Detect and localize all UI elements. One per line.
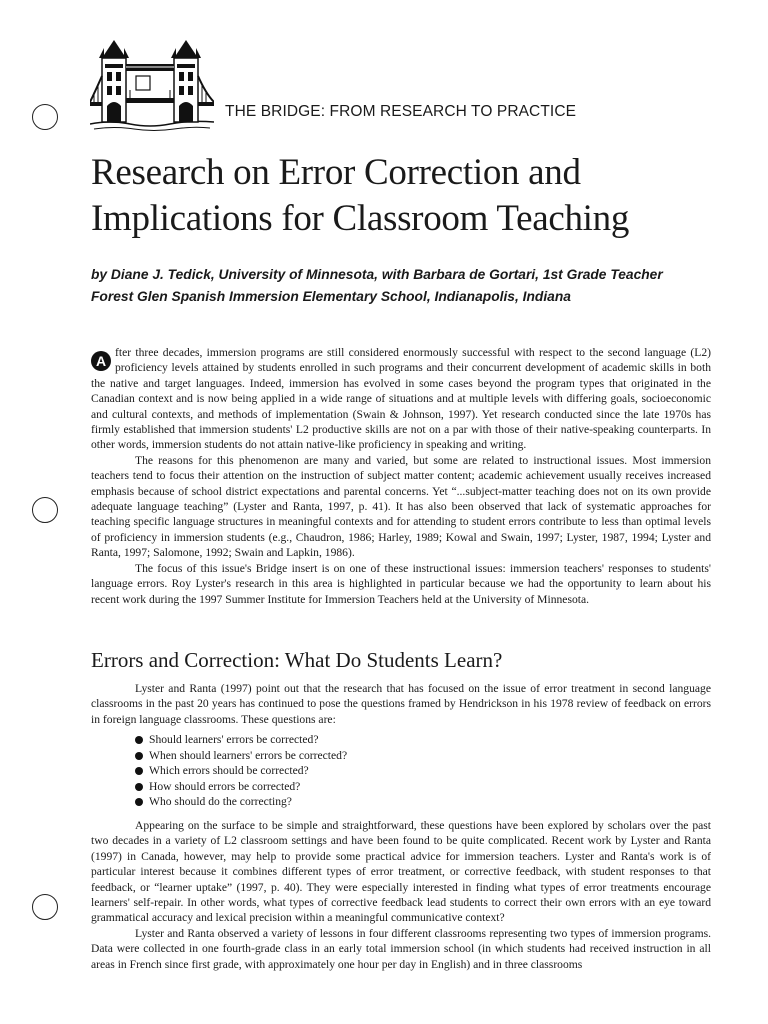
intro-paragraph-1 [91,345,711,453]
section-paragraph-1: Lyster and Ranta (1997) point out that the research that has focused on the issue of error treatment in second language classrooms in the past 20 years has continued to pose the questions framed by Hendrickson in his 1978 review of feedback on errors in foreign language classrooms. These questions are: [91,682,711,726]
intro-paragraph-3: The focus of this issue's Bridge insert is on one of these instructional issues: immersion teachers' responses to students' language errors. Roy Lyster's research in this area is highlighted in particular because we had the opportunity to learn about his recent work during the 1997 Summer Institute for Immersion Teachers held at the University of Minnesota. [91,561,711,606]
binder-hole-middle [32,497,58,523]
section-intro [91,681,711,727]
article-title-line-1: Research on Error Correction and [91,152,581,193]
intro-paragraph-2: The reasons for this phenomenon are many and varied, but some are related to instructional issues. Most immersion teachers tend to focus their attention on the instruction of subject matter content; academic achievement usually receives increased emphasis because of school district expectations and parental concerns. Yet “...subject-matter teaching does not on its own provide adequate language teaching” (Lyster and Ranta, 1997, p. 41). It has also been observed that lack of systematic approaches for teaching specific language structures in meaningful contexts and for attending to student errors contribute to less than optimal levels of proficiency in immersion students (e.g., Chaudron, 1986; Harley, 1989; Kowal and Swain, 1997; Lyster, 1987, 1994; Lyster and Ranta, 1997; Salomone, 1992; Swain and Lapkin, 1986). [91,453,711,560]
drop-cap: A [91,351,111,371]
list-item: Who should do the correcting? [135,794,347,810]
article-title-line-2: Implications for Classroom Teaching [91,198,630,239]
intro-section [91,345,711,607]
section-paragraph-3: Lyster and Ranta observed a variety of lessons in four different classrooms representing two types of immersion programs. Data were collected in one fourth-grade class in an early total immersion school (in which students had received instruction in all areas in French since first grade, with approximately one hour per day in English) and in three classrooms [91,926,711,971]
article-title [91,150,731,242]
bullet-icon [135,736,143,744]
list-item: When should learners' errors be corrected? [135,748,347,764]
series-title: THE BRIDGE: FROM RESEARCH TO PRACTICE [225,103,577,120]
byline-line-2: Forest Glen Spanish Immersion Elementary School, Indianapolis, Indiana [91,289,571,304]
section-paragraph-2: Appearing on the surface to be simple and straightforward, these questions have been explored by scholars over the past two decades in a variety of L2 classroom settings and have been found to be quite complicated. Recent work by Lyster and Ranta (1997) in Canada, however, may help to provide some practical advice for immersion teachers. Lyster and Ranta's work is of particular interest because it combines different types of error treatment, or corrective feedback, with student responses to that feedback, or “learner uptake” (1997, p. 40). They were especially interested in finding what types of error treatments encourage learners' self-repair. In other words, what types of corrective feedback lead students to correct their own errors with an eye toward grammatical accuracy and lexical precision within a meaningful communicative context? [91,819,711,925]
binder-hole-bottom [32,894,58,920]
questions-list [135,732,347,810]
list-item: How should errors be corrected? [135,779,347,795]
section-heading: Errors and Correction: What Do Students Learn? [91,648,503,672]
bullet-icon [135,752,143,760]
section-continued [91,818,711,972]
bullet-icon [135,798,143,806]
bullet-icon [135,767,143,775]
list-item: Which errors should be corrected? [135,763,347,779]
binder-hole-top [32,104,58,130]
tower-bridge-logo [90,36,214,132]
bullet-icon [135,783,143,791]
intro-paragraph-1-text: fter three decades, immersion programs are still considered enormously successful with respect to the second language (L2) proficiency levels attained by students enrolled in such programs and their concurrent development of academic skills in both the native and target languages. Indeed, immersion has evolved in some cases beyond the program types that originated in the Canadian context and is now being applied in a wide range of situations and at multiple levels with differing goals, socioeconomic and cultural contexts, and methods of implementation (Swain & Johnson, 1997). Yet research conducted since the late 1970s has firmly established that immersion students' L2 productive skills are not on a par with those of their native-speaking counterparts. In other words, immersion students do not attain native-like proficiency in speaking and writing. [91,346,711,452]
list-item: Should learners' errors be corrected? [135,732,347,748]
byline [91,264,741,308]
byline-line-1: by Diane J. Tedick, University of Minnesota, with Barbara de Gortari, 1st Grade Teacher [91,267,663,282]
